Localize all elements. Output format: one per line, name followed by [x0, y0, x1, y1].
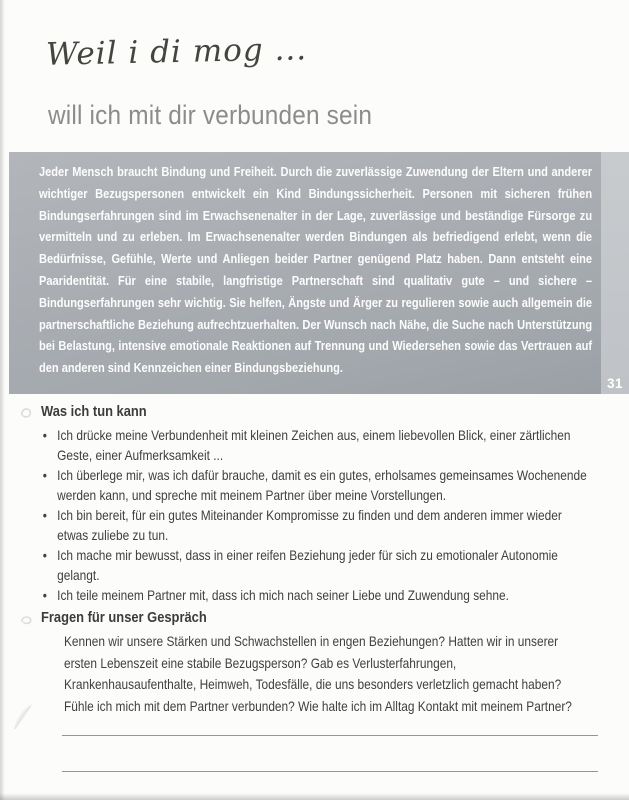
- ornament-ring-icon: [19, 612, 34, 630]
- section-was-ich-tun-kann: [41, 403, 590, 605]
- writing-line: [62, 735, 598, 736]
- questions-text: Kennen wir unsere Stärken und Schwachstellen in engen Beziehungen? Hatten wir in unserer ersten Lebenszeit eine stabile Bezugsperson? Gab es Verlusterfahrungen, Krankenhausaufenthalte, Heimweh, Todesfälle, die uns besonders verletzlich gemacht haben? Fühle ich mich mit dem Partner verbunden? Wie halte ich im Alltag Kontakt mit meinem Partner?: [63, 633, 572, 714]
- intro-box: [9, 152, 629, 394]
- action-item: • Ich drücke meine Verbundenheit mit kleinen Zeichen aus, einem liebevollen Blick, einer zärtlichen Geste, einer Aufmerksamkeit ...: [41, 425, 590, 465]
- action-item: • Ich teile meinem Partner mit, dass ich mich nach seiner Liebe und Zuwendung sehne.: [41, 585, 590, 605]
- scan-bottom-shadow: [0, 793, 629, 800]
- action-item: • Ich mache mir bewusst, dass in einer reifen Beziehung jeder für sich zu emotionaler Autonomie gelangt.: [41, 545, 590, 585]
- section-heading: Fragen für unser Gespräch: [41, 609, 207, 626]
- action-item: • Ich überlege mir, was ich dafür brauche, damit es ein gutes, erholsames gemeinsames Wochenende werden kann, und spreche mit meinem Partner über meine Vorstellungen.: [41, 465, 590, 505]
- page-number-strip: [601, 152, 629, 394]
- section-heading: Was ich tun kann: [41, 403, 147, 420]
- writing-line: [62, 771, 598, 772]
- feather-icon: [6, 700, 44, 747]
- script-title: Weil i di mog ...: [45, 31, 308, 73]
- scan-edge-shadow: [0, 0, 5, 800]
- action-list: [41, 425, 590, 605]
- action-item: • Ich bin bereit, für ein gutes Miteinander Kompromisse zu finden und dem anderen immer wieder etwas zuliebe zu tun.: [41, 505, 590, 545]
- intro-box-body: [9, 152, 601, 394]
- page-number: 31: [606, 376, 623, 391]
- intro-text: Jeder Mensch braucht Bindung und Freiheit. Durch die zuverlässige Zuwendung der Eltern und anderer wichtiger Bezugspersonen entwickelt ein Kind Bindungssicherheit. Personen mit sicheren frühen Bindungserfahrungen sind im Erwachsenenalter in der Lage, zuverlässige und beständige Fürsorge zu vermitteln und zu erleben. Im Erwachsenenalter werden Bindungen als befriedigend erlebt, wenn die Bedürfnisse, Gefühle, Werte und Anliegen beider Partner genügend Platz haben. Dann entsteht eine Paaridentität. Für eine stabile, langfristige Partnerschaft sind qualitativ gute – und sichere – Bindungserfahrungen sehr wichtig. Sie helfen, Ängste und Ärger zu regulieren sowie auch allgemein die partnerschaftliche Beziehung aufrechtzuerhalten. Der Wunsch nach Nähe, die Suche nach Unterstützung bei Belastung, intensive emotionale Reaktionen auf Trennung und Wiedersehen sowie das Vertrauen auf den anderen sind Kennzeichen einer Bindungsbeziehung.: [39, 164, 593, 376]
- page-title: will ich mit dir verbunden sein: [48, 100, 373, 130]
- section-fragen-fuer-unser-gespraech: [41, 609, 590, 717]
- ornament-ring-icon: [19, 406, 33, 424]
